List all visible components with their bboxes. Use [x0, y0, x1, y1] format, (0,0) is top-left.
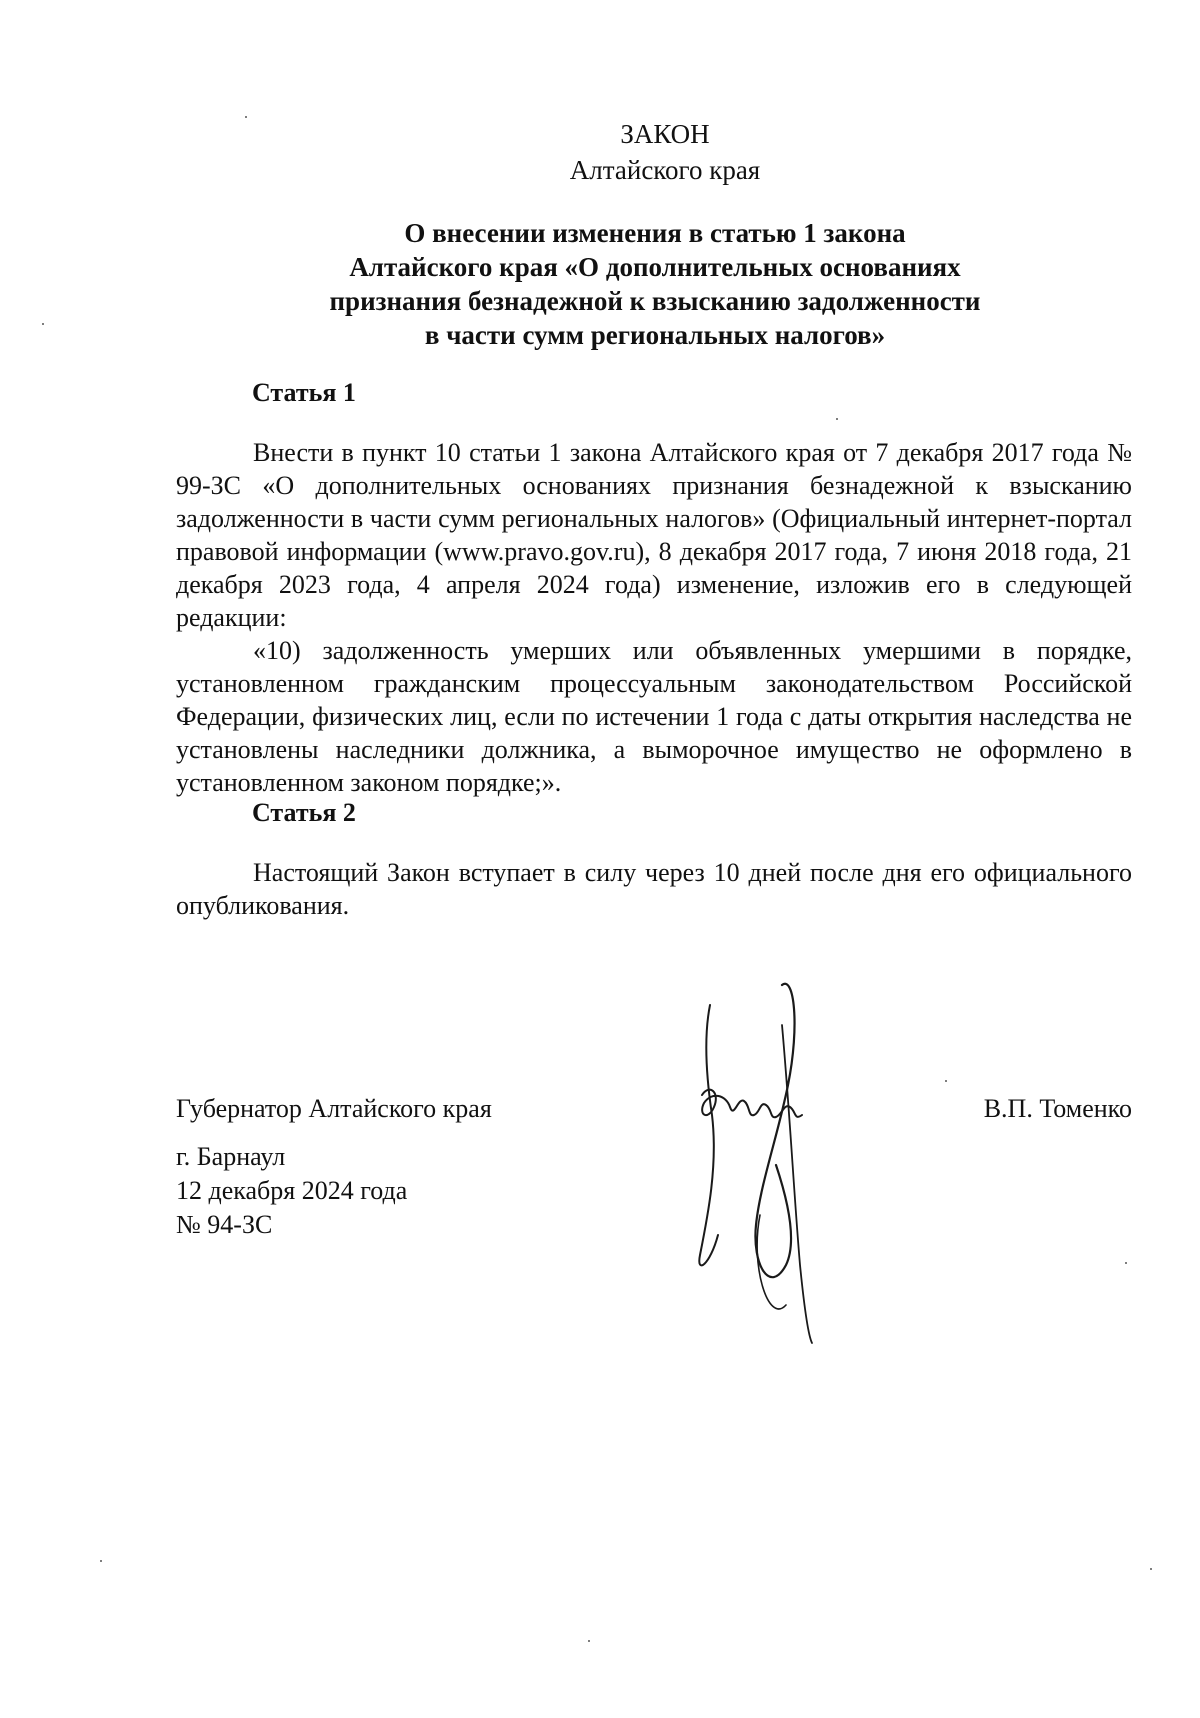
article-1-heading: Статья 1: [252, 378, 356, 407]
law-header: [0, 116, 1200, 188]
signatory-position: Губернатор Алтайского края: [176, 1094, 492, 1123]
article-2-heading: Статья 2: [252, 798, 356, 827]
article-1-paragraph: Внести в пункт 10 статьи 1 закона Алтайского края от 7 декабря 2017 года № 99-ЗС «О дополнительных основаниях признания безнадежной к взысканию задолженности в части сумм региональных налогов» (Официальный интернет-портал правовой информации (www.pravo.gov.ru), 8 декабря 2017 года, 7 июня 2018 года, 21 декабря 2023 года, 4 апреля 2024 года) изменение, изложив его в следующей редакции:: [176, 438, 1132, 632]
scan-speck: [945, 1080, 947, 1082]
scan-speck: [100, 1560, 102, 1562]
scan-speck: [1150, 1568, 1152, 1570]
place-of-signing: г. Барнаул: [176, 1142, 286, 1171]
article-1-body: [176, 436, 1132, 799]
document-title: [255, 216, 1055, 352]
law-region: Алтайского края: [569, 155, 761, 185]
document-title-line: Алтайского края «О дополнительных основаниях: [349, 252, 961, 282]
scan-speck: [1125, 1262, 1127, 1264]
document-title-line: признания безнадежной к взысканию задолженности: [329, 286, 981, 316]
document-title-line: в части сумм региональных налогов»: [424, 320, 886, 350]
article-1-amendment-paragraph: «10) задолженность умерших или объявленных умершими в порядке, установленном гражданским процессуальным законодательством Российской Федерации, физических лиц, если по истечении 1 года с даты открытия наследства не установлены наследники должника, а выморочное имущество не оформлено в установленном законом порядке;».: [176, 636, 1132, 797]
place-date-block: [176, 1140, 407, 1242]
signing-date: 12 декабря 2024 года: [176, 1176, 408, 1205]
scan-speck: [588, 1640, 590, 1642]
handwritten-signature-icon: [690, 965, 840, 1345]
law-type-title: ЗАКОН: [620, 119, 710, 149]
document-title-line: О внесении изменения в статью 1 закона: [404, 218, 906, 248]
scan-speck: [245, 116, 247, 118]
scan-speck: [836, 418, 838, 420]
signatory-name: В.П. Томенко: [983, 1094, 1132, 1123]
article-2-body: [176, 856, 1132, 922]
scan-speck: [42, 323, 44, 325]
law-number: № 94-ЗС: [176, 1210, 273, 1239]
article-2-paragraph: Настоящий Закон вступает в силу через 10 дней после дня его официального опубликования.: [176, 858, 1132, 920]
